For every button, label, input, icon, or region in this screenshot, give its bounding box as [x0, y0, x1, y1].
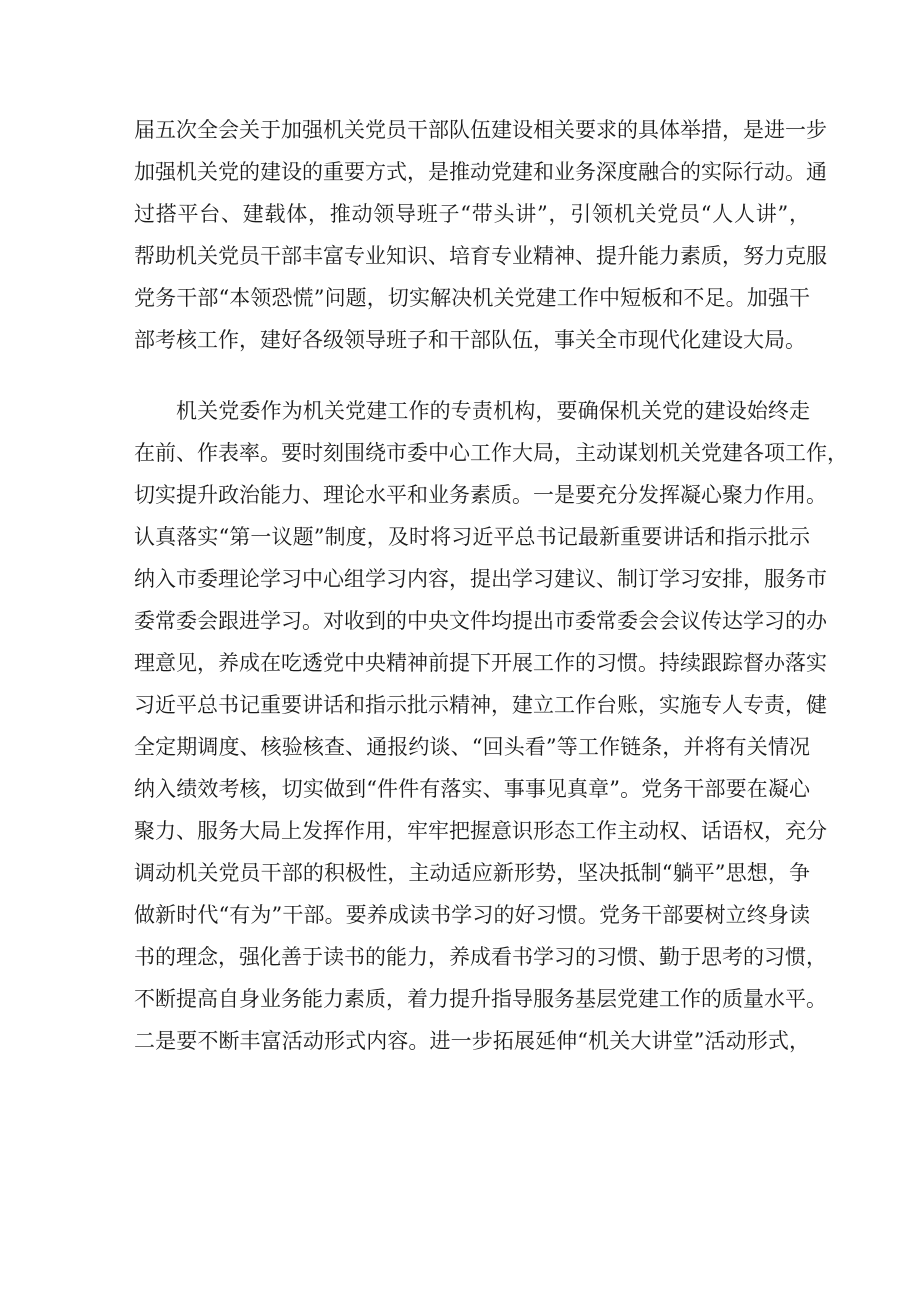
- paragraph-2: [134, 390, 848, 1062]
- paragraph-line: 部考核工作，建好各级领导班子和干部队伍，事关全市现代化建设大局。: [134, 328, 806, 352]
- paragraph-line: 党务干部“本领恐慌”问题，切实解决机关党建工作中短板和不足。加强干: [134, 286, 810, 310]
- paragraph-line: 认真落实“第一议题”制度，及时将习近平总书记最新重要讲话和指示批示: [134, 525, 810, 549]
- paragraph-line: 加强机关党的建设的重要方式，是推动党建和业务深度融合的实际行动。通: [134, 160, 827, 184]
- paragraph-line: 过搭平台、建载体，推动领导班子“带头讲”，引领机关党员“人人讲”，: [134, 202, 810, 226]
- paragraph-line: 机关党委作为机关党建工作的专责机构，要确保机关党的建设始终走: [176, 399, 810, 423]
- paragraph-line: 切实提升政治能力、理论水平和业务素质。一是要充分发挥凝心聚力作用。: [134, 483, 827, 507]
- paragraph-line: 全定期调度、核验核查、通报约谈、“回头看”等工作链条，并将有关情况: [134, 735, 810, 759]
- paragraph-line: 做新时代“有为”干部。要养成读书学习的好习惯。党务干部要树立终身读: [134, 903, 810, 927]
- paragraph-line: 理意见，养成在吃透党中央精神前提下开展工作的习惯。持续跟踪督办落实: [134, 651, 827, 675]
- paragraph-line: 书的理念，强化善于读书的能力，养成看书学习的习惯、勤于思考的习惯，: [134, 945, 827, 969]
- paragraph-line: 在前、作表率。要时刻围绕市委中心工作大局，主动谋划机关党建各项工作，: [134, 441, 848, 465]
- paragraph-line: 纳入绩效考核，切实做到“件件有落实、事事见真章”。党务干部要在凝心: [134, 777, 810, 801]
- paragraph-line: 调动机关党员干部的积极性，主动适应新形势，坚决抵制“躺平”思想，争: [134, 861, 810, 885]
- paragraph-1: [134, 109, 827, 361]
- paragraph-line: 不断提高自身业务能力素质，着力提升指导服务基层党建工作的质量水平。: [134, 987, 827, 1011]
- paragraph-line: 习近平总书记重要讲话和指示批示精神，建立工作台账，实施专人专责，健: [134, 693, 827, 717]
- paragraph-line: 委常委会跟进学习。对收到的中央文件均提出市委常委会会议传达学习的办: [134, 609, 827, 633]
- paragraph-line: 帮助机关党员干部丰富专业知识、培育专业精神、提升能力素质，努力克服: [134, 244, 827, 268]
- paragraph-line: 二是要不断丰富活动形式内容。进一步拓展延伸“机关大讲堂”活动形式，: [134, 1029, 810, 1053]
- paragraph-line: 纳入市委理论学习中心组学习内容，提出学习建议、制订学习安排，服务市: [134, 567, 827, 591]
- paragraph-line: 聚力、服务大局上发挥作用，牢牢把握意识形态工作主动权、话语权，充分: [134, 819, 827, 843]
- paragraph-line: 届五次全会关于加强机关党员干部队伍建设相关要求的具体举措，是进一步: [134, 118, 827, 142]
